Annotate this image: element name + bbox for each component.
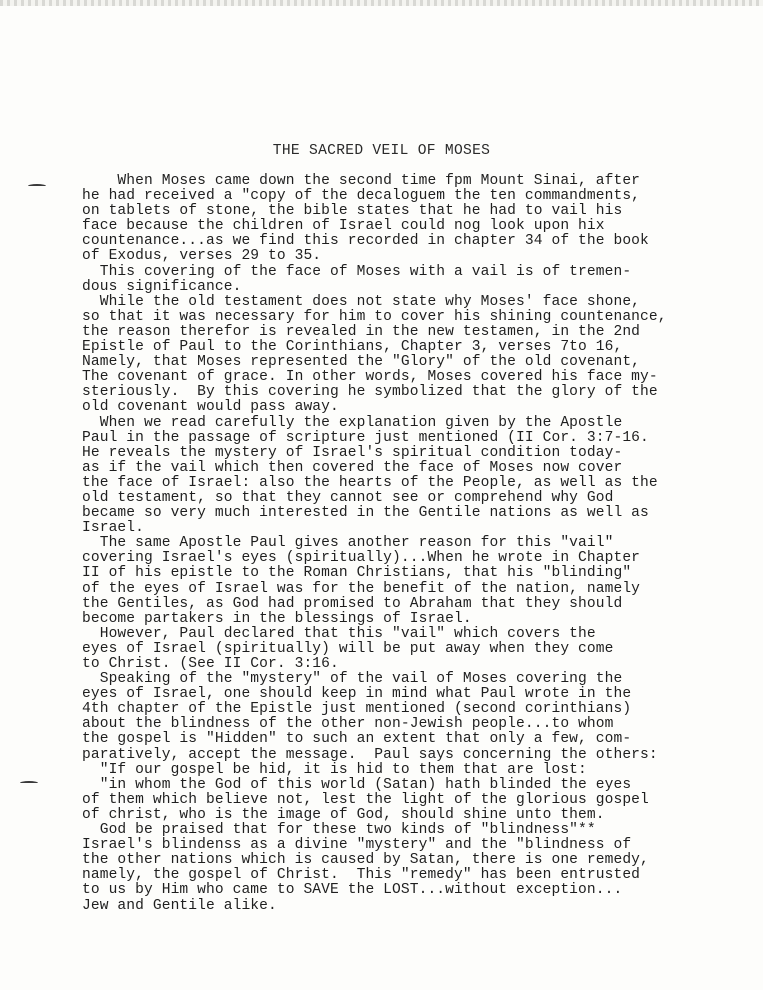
document-title: THE SACRED VEIL OF MOSES xyxy=(272,143,491,159)
text-line: countenance...as we find this recorded in chapter 34 of the book xyxy=(82,233,649,250)
text-line: steriously. By this covering he symbolized that the glory of the xyxy=(82,384,658,401)
margin-mark xyxy=(28,184,46,188)
text-line: dous significance. xyxy=(82,278,242,295)
text-line: the reason therefor is revealed in the new testamen, in the 2nd xyxy=(82,323,641,340)
text-line: However, Paul declared that this "vail" which covers the xyxy=(82,625,596,642)
text-line: When Moses came down the second time fpm Mount Sinai, after xyxy=(82,173,641,189)
text-line: The covenant of grace. In other words, Moses covered his face my- xyxy=(82,369,658,386)
text-line: While the old testament does not state why Moses' face shone, xyxy=(82,293,641,310)
text-line: When we read carefully the explanation given by the Apostle xyxy=(82,414,623,431)
text-line: The same Apostle Paul gives another reason for this "vail" xyxy=(82,535,614,552)
text-line: became so very much interested in the Gentile nations as well as xyxy=(82,505,649,522)
text-line: "If our gospel be hid, it is hid to them that are lost: xyxy=(82,761,587,778)
text-line: Namely, that Moses represented the "Glory" of the old covenant, xyxy=(82,354,641,371)
text-line: about the blindness of the other non-Jewish people...to whom xyxy=(82,716,614,733)
page-top-edge xyxy=(0,0,763,6)
text-line: the face of Israel: also the hearts of the People, as well as the xyxy=(82,474,658,491)
margin-mark xyxy=(20,781,38,785)
text-line: Israel's blindenss as a divine "mystery" and the "blindness of xyxy=(82,837,632,854)
text-line: namely, the gospel of Christ. This "remedy" has been entrusted xyxy=(82,867,641,884)
text-line: to Christ. (See II Cor. 3:16. xyxy=(82,656,339,672)
text-line: Jew and Gentile alike. xyxy=(82,897,277,914)
text-line: covering Israel's eyes (spiritually)...When he wrote in Chapter xyxy=(82,550,641,567)
text-line: "in whom the God of this world (Satan) hath blinded the eyes xyxy=(82,776,632,793)
text-line: old covenant would pass away. xyxy=(82,399,339,416)
text-line: the gospel is "Hidden" to such an extent that only a few, com- xyxy=(82,731,632,748)
text-line: become partakers in the blessings of Israel. xyxy=(82,610,472,627)
text-line: of Exodus, verses 29 to 35. xyxy=(82,248,322,265)
text-line: on tablets of stone, the bible states that he had to vail his xyxy=(82,203,623,220)
text-line: the Gentiles, as God had promised to Abraham that they should xyxy=(82,595,623,612)
text-line: Speaking of the "mystery" of the vail of Moses covering the xyxy=(82,671,623,688)
text-line: Israel. xyxy=(82,520,145,537)
text-line: to us by Him who came to SAVE the LOST...without exception... xyxy=(82,882,623,899)
text-line: eyes of Israel (spiritually) will be put away when they come xyxy=(82,640,614,657)
text-line: paratively, accept the message. Paul says concerning the others: xyxy=(82,746,658,763)
document-body xyxy=(82,174,722,914)
text-line: He reveals the mystery of Israel's spiritual condition today- xyxy=(82,444,623,461)
text-line: face because the children of Israel could nog look upon hix xyxy=(82,218,605,235)
text-line: old testament, so that they cannot see or comprehend why God xyxy=(82,489,614,506)
text-line: as if the vail which then covered the face of Moses now cover xyxy=(82,459,623,476)
text-line: the other nations which is caused by Satan, there is one remedy, xyxy=(82,852,649,869)
text-line: eyes of Israel, one should keep in mind what Paul wrote in the xyxy=(82,686,632,703)
text-line: he had received a "copy of the decaloguem the ten commandments, xyxy=(82,188,641,205)
text-line: II of his epistle to the Roman Christians, that his "blinding" xyxy=(82,565,632,582)
text-line: 4th chapter of the Epistle just mentioned (second corinthians) xyxy=(82,701,632,718)
text-line: Epistle of Paul to the Corinthians, Chapter 3, verses 7to 16, xyxy=(82,339,623,356)
text-line: This covering of the face of Moses with a vail is of tremen- xyxy=(82,263,632,280)
text-line: Paul in the passage of scripture just mentioned (II Cor. 3:7-16. xyxy=(82,429,649,446)
text-line: God be praised that for these two kinds of "blindness"** xyxy=(82,822,596,839)
text-line: of them which believe not, lest the light of the glorious gospel xyxy=(82,791,649,808)
text-line: of the eyes of Israel was for the benefit of the nation, namely xyxy=(82,580,641,597)
text-line: of christ, who is the image of God, should shine unto them. xyxy=(82,806,605,823)
text-line: so that it was necessary for him to cover his shining countenance, xyxy=(82,308,667,325)
